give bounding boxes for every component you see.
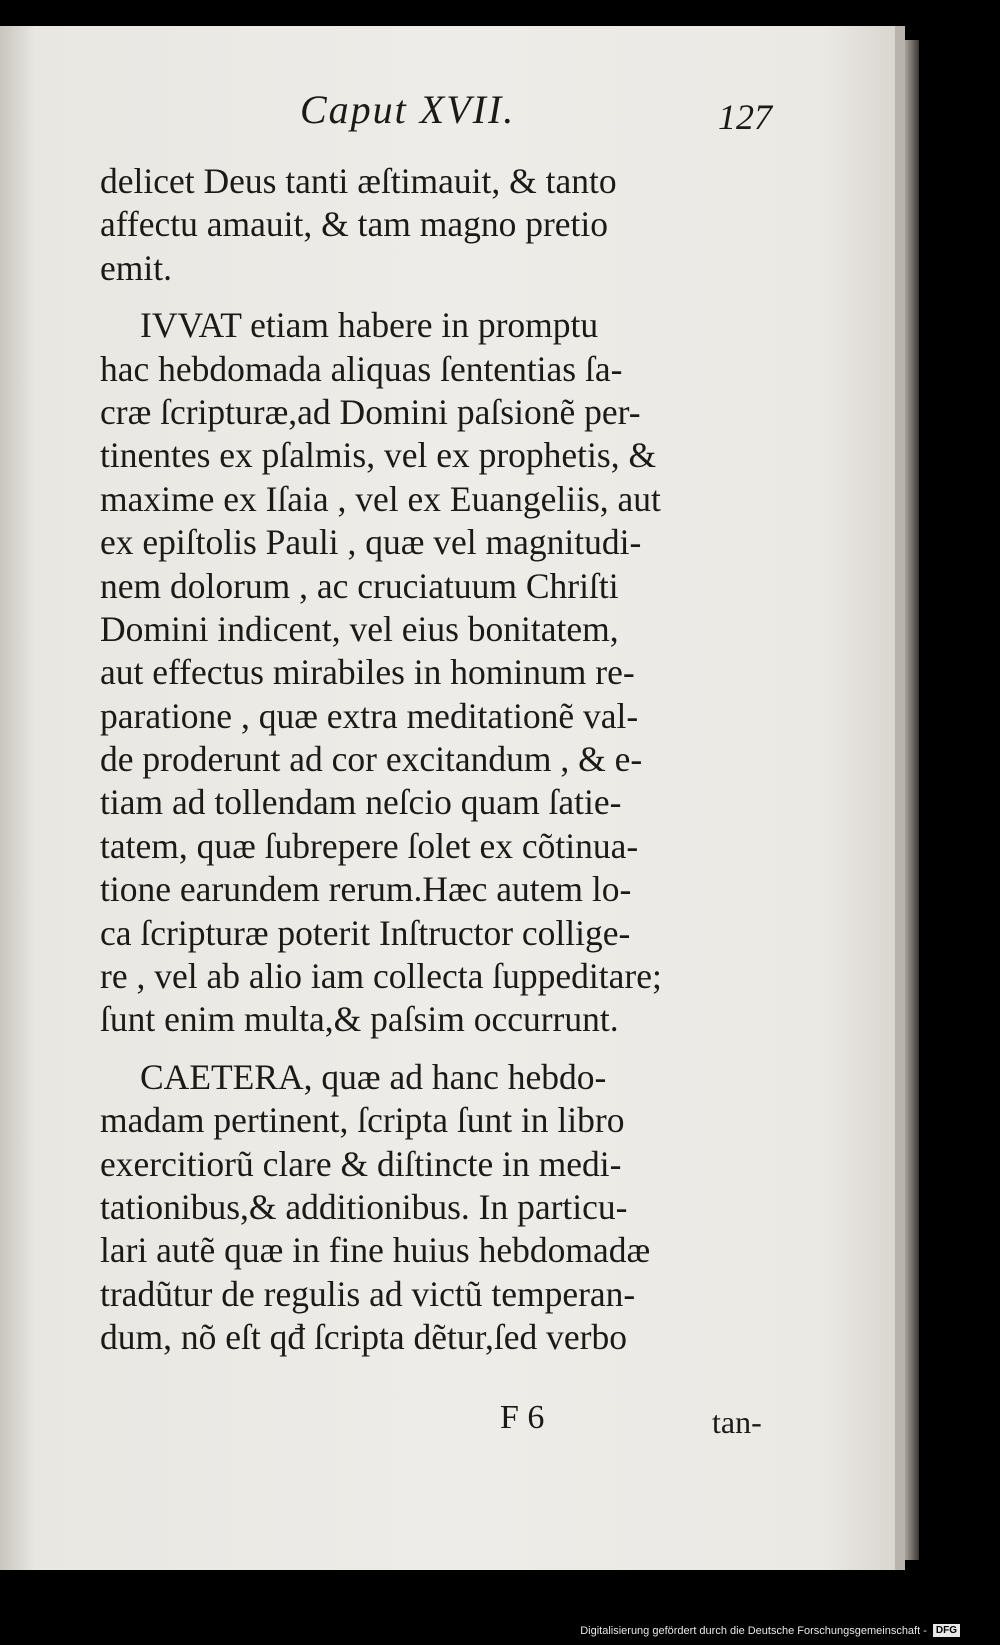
text-line: re , vel ab alio iam collecta ſuppeditare; [100, 956, 662, 997]
text-line: tationibus,& additionibus. In particu- [100, 1186, 628, 1227]
text-line: affectu amauit, & tam magno pretio [100, 204, 609, 245]
text-line: delicet Deus tanti æſtimauit, & tanto [100, 161, 617, 201]
dfg-logo: DFG [933, 1624, 960, 1637]
text-line: de proderunt ad cor excitandum , & e- [100, 739, 643, 780]
credit-text: Digitalisierung gefördert durch die Deutsche Forschungsgemeinschaft - [580, 1624, 927, 1637]
text-line: maxime ex Iſaia , vel ex Euangeliis, aut [100, 478, 661, 519]
paragraph [100, 1056, 790, 1360]
text-line: ca ſcripturæ poterit Inſtructor collige- [100, 912, 631, 953]
text-line: lari autẽ quæ in fine huius hebdomadæ [100, 1230, 651, 1271]
digitization-credit [580, 1624, 960, 1637]
text-line: Domini indicent, vel eius bonitatem, [100, 608, 619, 649]
signature-mark: F 6 [500, 1399, 545, 1436]
text-line: madam pertinent, ſcripta ſunt in libro [100, 1100, 625, 1141]
page-edge [905, 40, 919, 1560]
running-head: Caput XVII. [300, 87, 516, 132]
text-line: tatem, quæ ſubrepere ſolet ex cõtinua- [100, 825, 639, 866]
body-text [100, 160, 790, 1360]
text-line: hac hebdomada aliquas ſententias ſa- [100, 348, 623, 389]
catchword: tan- [712, 1404, 762, 1440]
text-line: tinentes ex pſalmis, vel ex prophetis, & [100, 435, 657, 476]
text-line: tradũtur de regulis ad victũ temperan- [100, 1273, 636, 1314]
book-page [0, 26, 905, 1570]
text-line: aut effectus mirabiles in hominum re- [100, 652, 635, 693]
paragraph [100, 304, 790, 1042]
text-line: tiam ad tollendam neſcio quam ſatie- [100, 782, 622, 823]
text-line: nem dolorum , ac cruciatuum Chriſti [100, 565, 619, 606]
text-line: dum, nõ eſt qđ ſcripta dẽtur,ſed verbo [100, 1317, 627, 1358]
text-line: emit. [100, 247, 172, 288]
text-line: exercitiorũ clare & diſtincte in medi- [100, 1143, 622, 1184]
page-number: 127 [718, 97, 772, 137]
paragraph [100, 160, 790, 290]
text-line: ex epiſtolis Pauli , quæ vel magnitudi- [100, 522, 642, 563]
text-line: CAETERA, quæ ad hanc hebdo- [140, 1056, 607, 1097]
text-line: tione earundem rerum.Hæc autem lo- [100, 869, 632, 910]
text-line: cræ ſcripturæ,ad Domini paſsionẽ per- [100, 391, 641, 432]
text-line: paratione , quæ extra meditationẽ val- [100, 695, 639, 736]
text-line: IVVAT etiam habere in promptu [140, 305, 599, 346]
text-line: ſunt enim multa,& paſsim occurrunt. [100, 999, 619, 1040]
